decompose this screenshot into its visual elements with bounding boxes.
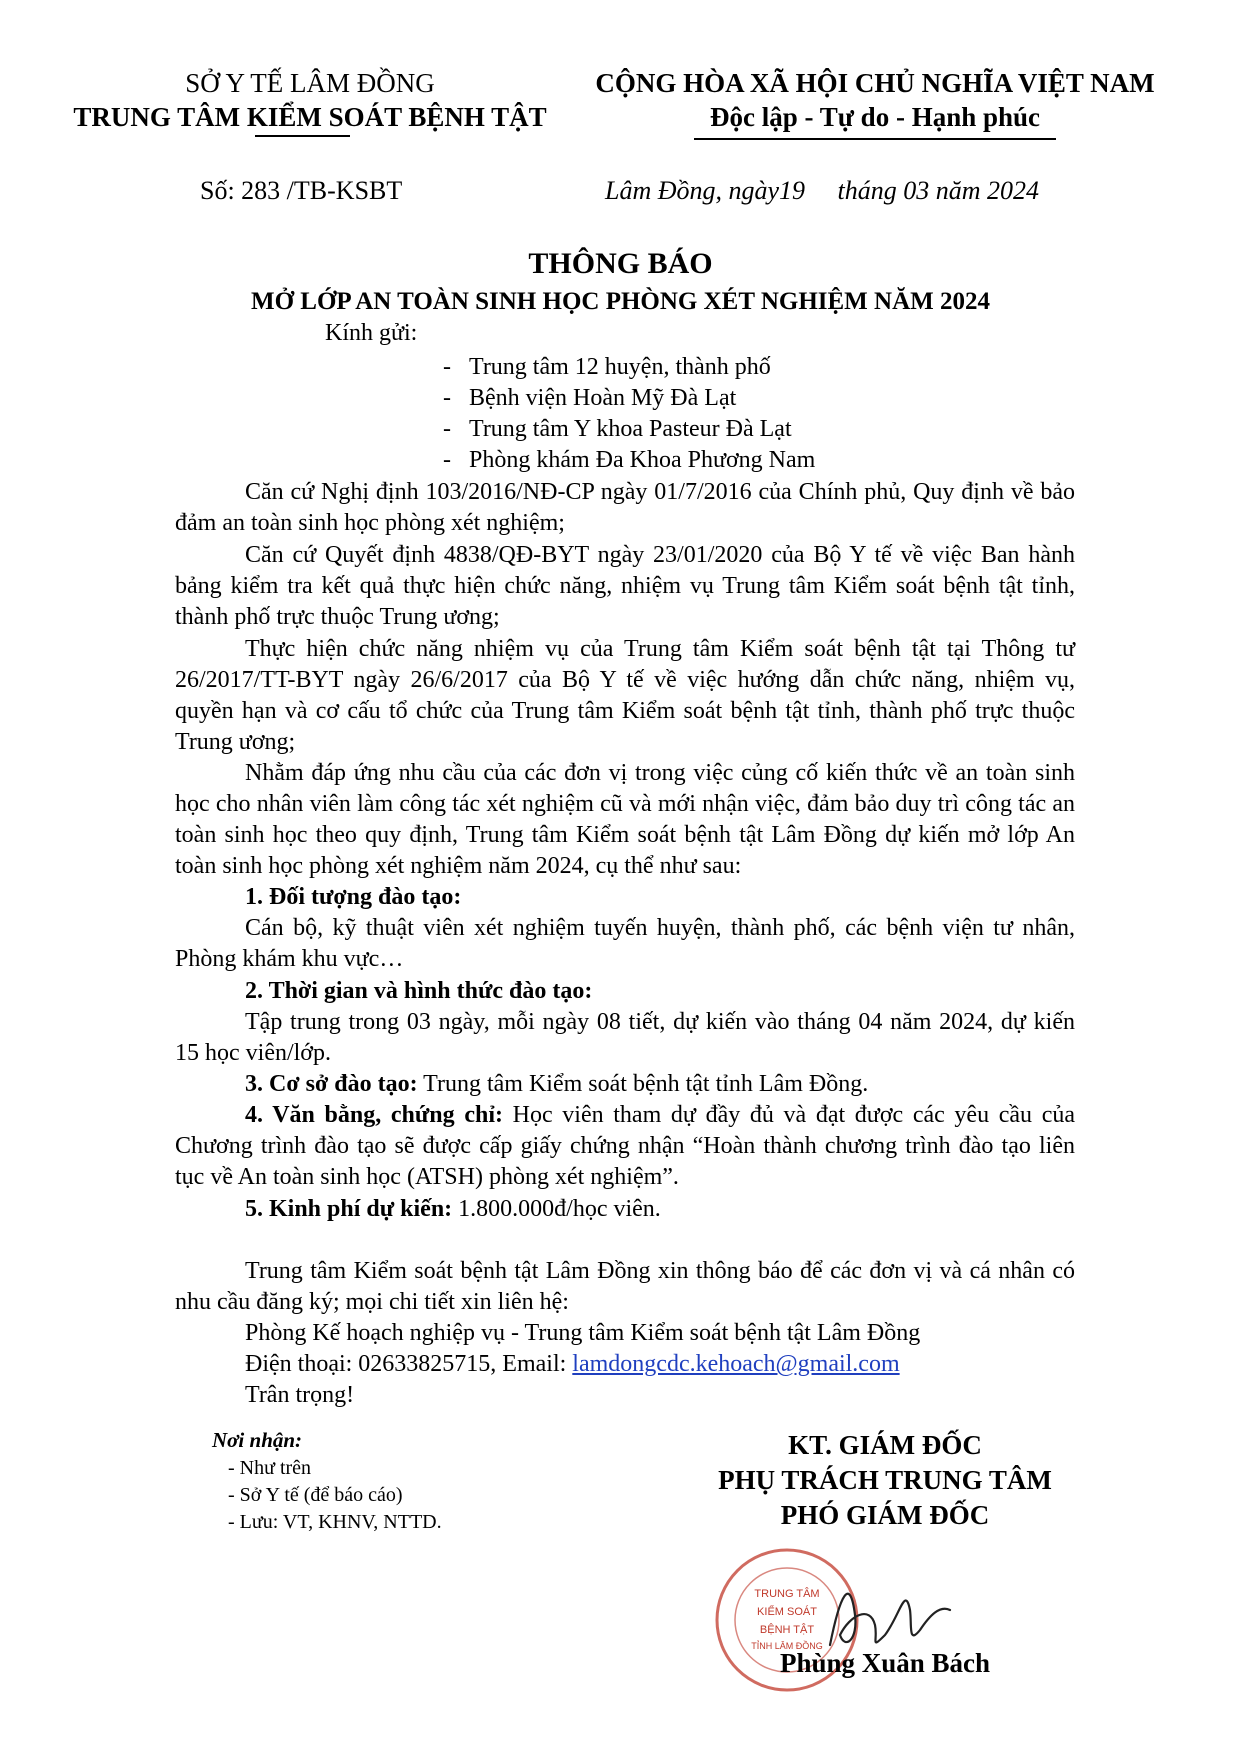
greeting: Kính gửi:: [325, 320, 418, 346]
section-1-heading: 1. Đối tượng đào tạo:: [245, 884, 462, 910]
header-dept: SỞ Y TẾ LÂM ĐỒNG: [185, 68, 435, 98]
section-3: 3. Cơ sở đào tạo: Trung tâm Kiểm soát bệnh tật tỉnh Lâm Đồng.: [245, 1071, 869, 1097]
recipient-item: - Trung tâm 12 huyện, thành phố: [443, 354, 771, 380]
recipient-item: - Bệnh viện Hoàn Mỹ Đà Lạt: [443, 385, 737, 411]
recipients-footer-item: - Như trên: [228, 1457, 312, 1479]
contact-office: Phòng Kế hoạch nghiệp vụ - Trung tâm Kiểm soát bệnh tật Lâm Đồng: [245, 1320, 921, 1346]
stamp-text-3: BỆNH TẬT: [759, 1624, 815, 1636]
header-org: TRUNG TÂM KIỂM SOÁT BỆNH TẬT: [73, 102, 547, 132]
recipients-footer-item: - Lưu: VT, KHNV, NTTD.: [228, 1511, 442, 1533]
regards: Trân trọng!: [245, 1382, 355, 1408]
paragraph-legal-basis-3: Thực hiện chức năng nhiệm vụ của Trung tâm Kiểm soát bệnh tật tại Thông tư 26/2017/TT-BYT ngày 26/6/2017 của Bộ Y tế về việc hướng dẫn chức năng, nhiệm vụ, quyền hạn và cơ cấu tổ chức của Trung tâm Kiểm soát bệnh tật tỉnh, thành phố trực thuộc Trung ương;: [175, 636, 1075, 755]
recipients-footer-heading: Nơi nhận:: [212, 1428, 303, 1452]
signature-title-1: KT. GIÁM ĐỐC: [788, 1430, 982, 1460]
paragraph-purpose: Nhằm đáp ứng nhu cầu của các đơn vị trong việc củng cố kiến thức về an toàn sinh học cho nhân viên làm công tác xét nghiệm cũ và mới nhận việc, đảm bảo duy trì công tác an toàn sinh học theo quy định, Trung tâm Kiểm soát bệnh tật Lâm Đồng dự kiến mở lớp An toàn sinh học phòng xét nghiệm năm 2024, cụ thể như sau:: [175, 760, 1075, 879]
section-2-body: Tập trung trong 03 ngày, mỗi ngày 08 tiết, dự kiến vào tháng 04 năm 2024, dự kiến 15 học viên/lớp.: [175, 1009, 1075, 1066]
stamp-text-4: TỈNH LÂM ĐỒNG: [751, 1641, 823, 1651]
paragraph-legal-basis-2: Căn cứ Quyết định 4838/QĐ-BYT ngày 23/01/2020 của Bộ Y tế về việc Ban hành bảng kiểm tra kết quả thực hiện chức năng, nhiệm vụ Trung tâm Kiểm soát bệnh tật tỉnh, thành phố trực thuộc Trung ương;: [175, 542, 1075, 630]
doc-title: THÔNG BÁO: [528, 247, 713, 280]
doc-subtitle: MỞ LỚP AN TOÀN SINH HỌC PHÒNG XÉT NGHIỆM NĂM 2024: [251, 288, 990, 315]
header-right-underline: [694, 138, 1056, 140]
header-nation: CỘNG HÒA XÃ HỘI CHỦ NGHĨA VIỆT NAM: [595, 68, 1155, 98]
signature-title-3: PHÓ GIÁM ĐỐC: [780, 1500, 990, 1530]
recipients-footer-item: - Sở Y tế (để báo cáo): [228, 1484, 403, 1506]
header-motto: Độc lập - Tự do - Hạnh phúc: [709, 102, 1041, 132]
stamp-text-2: KIỂM SOÁT: [757, 1606, 817, 1618]
section-4: 4. Văn bằng, chứng chỉ: Học viên tham dự đầy đủ và đạt được các yêu cầu của Chương trình đào tạo sẽ được cấp giấy chứng nhận “Hoàn thành chương trình đào tạo liên tục về An toàn sinh học (ATSH) phòng xét nghiệm”.: [175, 1102, 1076, 1190]
section-1-body: Cán bộ, kỹ thuật viên xét nghiệm tuyến huyện, thành phố, các bệnh viện tư nhân, Phòng khám khu vực…: [175, 915, 1075, 972]
section-2-heading: 2. Thời gian và hình thức đào tạo:: [245, 978, 593, 1004]
recipient-item: - Phòng khám Đa Khoa Phương Nam: [443, 447, 816, 473]
header-left-underline: [255, 135, 350, 137]
doc-number: Số: 283 /TB-KSBT: [200, 176, 403, 205]
contact-line: Điện thoại: 02633825715, Email: lamdongcdc.kehoach@gmail.com: [245, 1351, 900, 1377]
signer-name: Phùng Xuân Bách: [779, 1648, 991, 1678]
section-5: 5. Kinh phí dự kiến: 1.800.000đ/học viên.: [245, 1196, 661, 1222]
recipient-item: - Trung tâm Y khoa Pasteur Đà Lạt: [443, 416, 792, 442]
closing-intro: Trung tâm Kiểm soát bệnh tật Lâm Đồng xin thông báo để các đơn vị và cá nhân có nhu cầu đăng ký; mọi chi tiết xin liên hệ:: [175, 1258, 1075, 1315]
signature-title-2: PHỤ TRÁCH TRUNG TÂM: [718, 1465, 1052, 1495]
email-link[interactable]: lamdongcdc.kehoach@gmail.com: [572, 1351, 900, 1377]
date-line: Lâm Đồng, ngày19 tháng 03 năm 2024: [605, 176, 1040, 205]
paragraph-legal-basis-1: Căn cứ Nghị định 103/2016/NĐ-CP ngày 01/7/2016 của Chính phủ, Quy định về bảo đảm an toàn sinh học phòng xét nghiệm;: [175, 479, 1075, 536]
stamp-text-1: TRUNG TÂM: [754, 1588, 820, 1600]
